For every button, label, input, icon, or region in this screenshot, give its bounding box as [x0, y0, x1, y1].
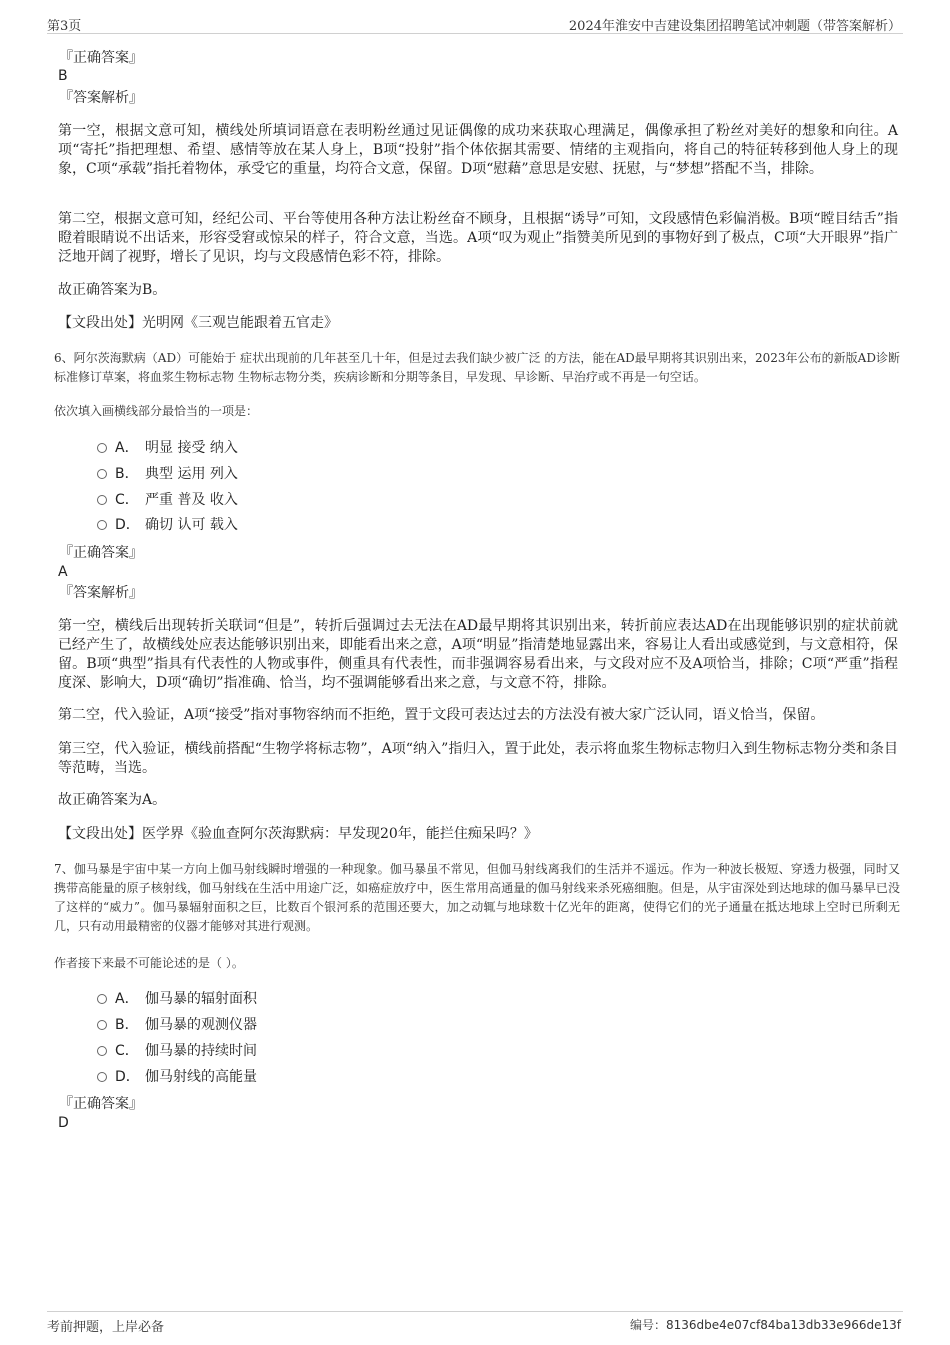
q7-prompt: 作者接下来最不可能论述的是（ ）。: [54, 956, 244, 970]
q7-option-c[interactable]: C． 伽马暴的持续时间: [97, 1041, 257, 1061]
q6-analysis-p1: 第一空，横线后出现转折关联词“但是”，转折后强调过去无法在AD最早期将其识别出来，转折前应表达AD在出现能够识别的症状前就已经产生了，故横线处应表达能够识别出来，即能看出来之意，A项“明显”指清楚地显露出来，容易让人看出或感觉到，与文意相符，保留。B项“典型”指具有代表性的人物或事件，侧重具有代表性，而非强调容易看出来，与文段对应不及A项恰当，排除；C项“严重”指程度深、影响大，D项“确切”指准确、恰当，均不强调能够看出来之意，与文意不符，排除。: [58, 618, 898, 691]
q6-answer: A: [58, 564, 68, 580]
radio-icon[interactable]: [97, 495, 107, 505]
q6-prompt: 依次填入画横线部分最恰当的一项是：: [54, 404, 259, 418]
q6-option-a[interactable]: A． 明显 接受 纳入: [97, 438, 238, 458]
page-header: [47, 14, 903, 34]
q7-option-a[interactable]: A． 伽马暴的辐射面积: [97, 989, 257, 1009]
q6-analysis-label: 『答案解析』: [59, 585, 143, 601]
radio-icon[interactable]: [97, 1072, 107, 1082]
q6-analysis-p3: 第三空，代入验证，横线前搭配“生物学将标志物”，A项“纳入”指归入，置于此处，表示将血浆生物标志物归入到生物标志物分类和条目等范畴，当选。: [58, 741, 898, 776]
document-title: 2024年淮安中吉建设集团招聘笔试冲刺题（带答案解析）: [568, 19, 901, 34]
q7-option-d[interactable]: D． 伽马射线的高能量: [97, 1067, 257, 1087]
q5-analysis-label: 『答案解析』: [59, 90, 143, 106]
radio-icon[interactable]: [97, 994, 107, 1004]
q7-question-text: 7、伽马暴是宇宙中某一方向上伽马射线瞬时增强的一种现象。伽马暴虽不常见，但伽马射线离我们的生活并不遥远。作为一种波长极短、穿透力极强，同时又携带高能量的原子核射线，伽马射线在生活中用途广泛，如癌症放疗中，医生常用高通量的伽马射线来杀死癌细胞。但是，从宇宙深处到达地球的伽马暴早已没了这样的“威力”。伽马暴辐射面积之巨，比数百个银河系的范围还要大，加之动辄与地球数十亿光年的距离，使得它们的光子通量在抵达地球上空时已所剩无几，只有动用最精密的仪器才能够对其进行观测。: [54, 862, 900, 933]
q6-conclusion: 故正确答案为A。: [58, 792, 167, 808]
q5-conclusion: 故正确答案为B。: [58, 282, 167, 298]
q6-option-c[interactable]: C． 严重 普及 收入: [97, 490, 238, 510]
radio-icon[interactable]: [97, 469, 107, 479]
page-footer: [47, 1311, 903, 1336]
q7-option-b[interactable]: B． 伽马暴的观测仪器: [97, 1015, 257, 1035]
q5-source: 【文段出处】光明网《三观岂能跟着五官走》: [58, 315, 338, 331]
page-number: 第3页: [47, 19, 82, 34]
q5-answer: B: [58, 68, 68, 84]
q7-answer: D: [58, 1115, 69, 1131]
q6-answer-label: 『正确答案』: [59, 545, 143, 561]
q6-option-d[interactable]: D． 确切 认可 载入: [97, 515, 238, 535]
q5-analysis-p1: 第一空，根据文意可知，横线处所填词语意在表明粉丝通过见证偶像的成功来获取心理满足，偶像承担了粉丝对美好的想象和向往。A项“寄托”指把理想、希望、感情等放在某人身上，B项“投射”指个体依据其需要、情绪的主观指向，将自己的特征转移到他人身上的现象，C项“承载”指托着物体，承受它的重量，均符合文意，保留。D项“慰藉”意思是安慰、抚慰，与“梦想”搭配不当，排除。: [58, 123, 898, 177]
q5-answer-label: 『正确答案』: [59, 50, 143, 66]
radio-icon[interactable]: [97, 1020, 107, 1030]
q5-analysis-p2: 第二空，根据文意可知，经纪公司、平台等使用各种方法让粉丝奋不顾身，且根据“诱导”可知，文段感情色彩偏消极。B项“瞠目结舌”指瞪着眼睛说不出话来，形容受窘或惊呆的样子，符合文意，当选。A项“叹为观止”指赞美所见到的事物好到了极点，C项“大开眼界”指广泛地开阔了视野，增长了见识，均与文段感情色彩不符，排除。: [58, 211, 898, 265]
radio-icon[interactable]: [97, 443, 107, 453]
radio-icon[interactable]: [97, 520, 107, 530]
footer-slogan: 考前押题，上岸必备: [47, 1320, 165, 1335]
document-id: 编号：8136dbe4e07cf84ba13db33e966de13f: [629, 1318, 901, 1332]
radio-icon[interactable]: [97, 1046, 107, 1056]
q6-question-text: 6、阿尔茨海默病（AD）可能始于 症状出现前的几年甚至几十年，但是过去我们缺少被广泛 的方法，能在AD最早期将其识别出来，2023年公布的新版AD诊断标准修订草案，将血浆生物标志物 生物标志物分类，疾病诊断和分期等条目，早发现、早诊断、早治疗或不再是一句空话。: [54, 351, 900, 384]
q7-answer-label: 『正确答案』: [59, 1096, 143, 1112]
q6-analysis-p2: 第二空，代入验证，A项“接受”指对事物容纳而不拒绝，置于文段可表达过去的方法没有被大家广泛认同，语义恰当，保留。: [58, 707, 825, 723]
q6-option-b[interactable]: B． 典型 运用 列入: [97, 464, 238, 484]
q6-source: 【文段出处】医学界《验血查阿尔茨海默病：早发现20年，能拦住痴呆吗？》: [58, 826, 538, 842]
